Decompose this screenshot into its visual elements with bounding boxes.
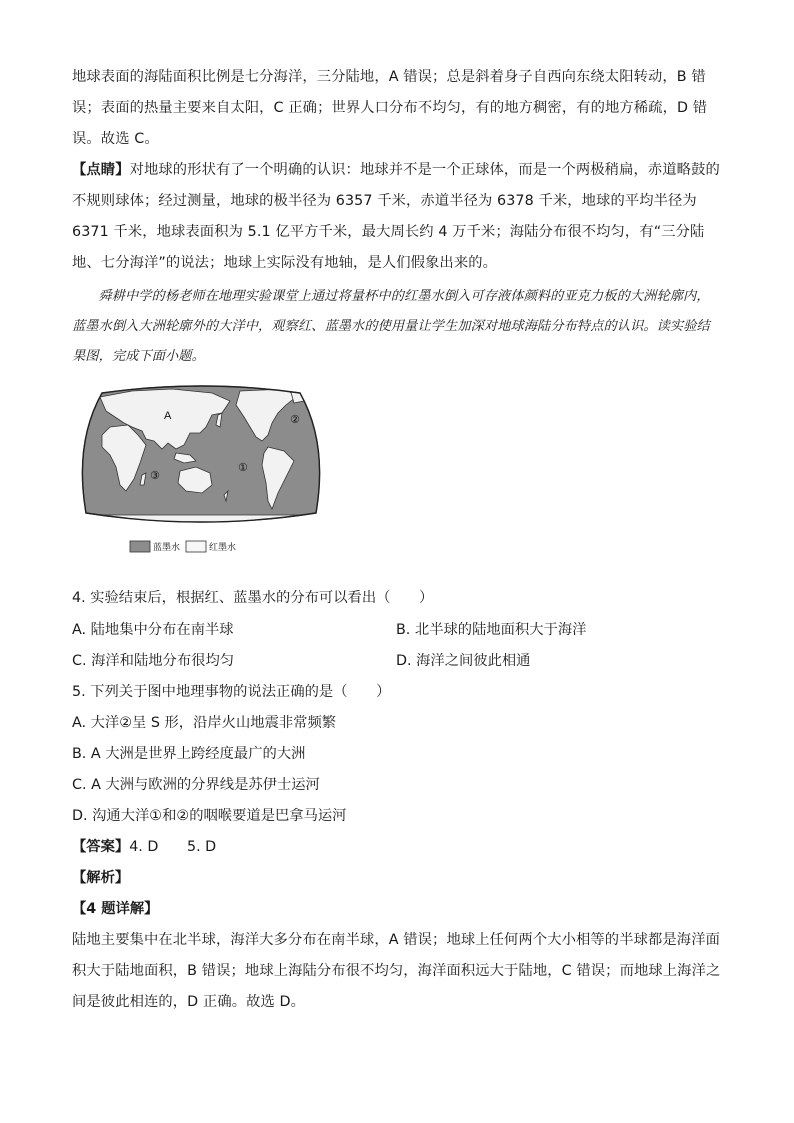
legend-red-label: 红墨水 bbox=[209, 543, 237, 553]
question-4-option-b[interactable]: B. 北半球的陆地面积大于海洋 bbox=[396, 622, 587, 638]
question-5-option-c[interactable]: C. A 大洲与欧洲的分界线是苏伊士运河 bbox=[72, 777, 320, 793]
question-5-option-a[interactable]: A. 大洋②呈 S 形，沿岸火山地震非常频繁 bbox=[72, 715, 337, 731]
question-4-option-c[interactable]: C. 海洋和陆地分布很均匀 bbox=[72, 653, 235, 669]
legend-swatch-red bbox=[186, 541, 206, 552]
detail-4-paragraph: 陆地主要集中在北半球，海洋大多分布在南半球，A 错误；地球上任何两个大小相等的半球都是海洋面积大于陆地面积，B 错误；地球上海陆分布很不均匀，海洋面积远大于陆地，C 错误；而地球上海洋之间是彼此相连的，D 正确。故选 D。 bbox=[72, 932, 721, 1010]
continent-label-a: A bbox=[164, 410, 172, 422]
question-5-option-d[interactable]: D. 沟通大洋①和②的咽喉要道是巴拿马运河 bbox=[72, 808, 347, 824]
question-5-stem: 5. 下列关于图中地理事物的说法正确的是（ ） bbox=[72, 684, 391, 700]
legend-blue-label: 蓝墨水 bbox=[153, 543, 181, 553]
analysis-heading: 【解析】 bbox=[72, 870, 130, 886]
question-4-option-d[interactable]: D. 海洋之间彼此相通 bbox=[396, 653, 531, 669]
explanation-paragraph: 地球表面的海陆面积比例是七分海洋，三分陆地，A 错误；总是斜着身子自西向东绕太阳转动，B 错误；表面的热量主要来自太阳，C 正确；世界人口分布不均匀，有的地方稠密，有的地方稀疏，D 错误。故选 C。 bbox=[72, 69, 708, 147]
ocean-label-3: ③ bbox=[150, 469, 160, 482]
legend-swatch-blue bbox=[130, 541, 150, 552]
comment-paragraph bbox=[72, 155, 722, 279]
antarctica-landmass bbox=[72, 515, 330, 533]
detail-4-heading: 【4 题详解】 bbox=[72, 901, 159, 917]
map-legend bbox=[130, 541, 236, 553]
question-5-option-b[interactable]: B. A 大洲是世界上跨经度最广的大洲 bbox=[72, 746, 306, 762]
answer-tag: 【答案】 bbox=[72, 839, 130, 855]
answer-text: 4. D 5. D bbox=[129, 839, 217, 855]
question-4-stem: 4. 实验结束后，根据红、蓝墨水的分布可以看出（ ） bbox=[72, 590, 434, 606]
comment-text: 对地球的形状有了一个明确的认识：地球并不是一个正球体，而是一个两极稍扁，赤道略鼓的不规则球体；经过测量，地球的极半径为 6357 千米，赤道半径为 6378 千米，地球的平均半径为 6371 千米，地球表面积为 5.1 亿平方千米，最大周长约 4 万千米；海陆分布很不均匀，有“三分陆地、七分海洋”的说法；地球上实际没有地轴，是人们假象出来的。 bbox=[72, 162, 720, 271]
ocean-label-1: ① bbox=[238, 461, 248, 474]
comment-tag: 【点睛】 bbox=[72, 162, 130, 178]
ocean-label-2: ② bbox=[290, 413, 300, 426]
answer-line bbox=[72, 836, 216, 856]
experiment-intro: 舜耕中学的杨老师在地理实验课堂上通过将量杯中的红墨水倒入可存液体颜料的亚克力板的大洲轮廓内，蓝墨水倒入大洲轮廓外的大洋中，观察红、蓝墨水的使用量让学生加深对地球海陆分布特点的认识。读实验结果图，完成下面小题。 bbox=[72, 289, 710, 364]
world-map-figure bbox=[72, 383, 330, 563]
question-4-option-a[interactable]: A. 陆地集中分布在南半球 bbox=[72, 622, 234, 638]
